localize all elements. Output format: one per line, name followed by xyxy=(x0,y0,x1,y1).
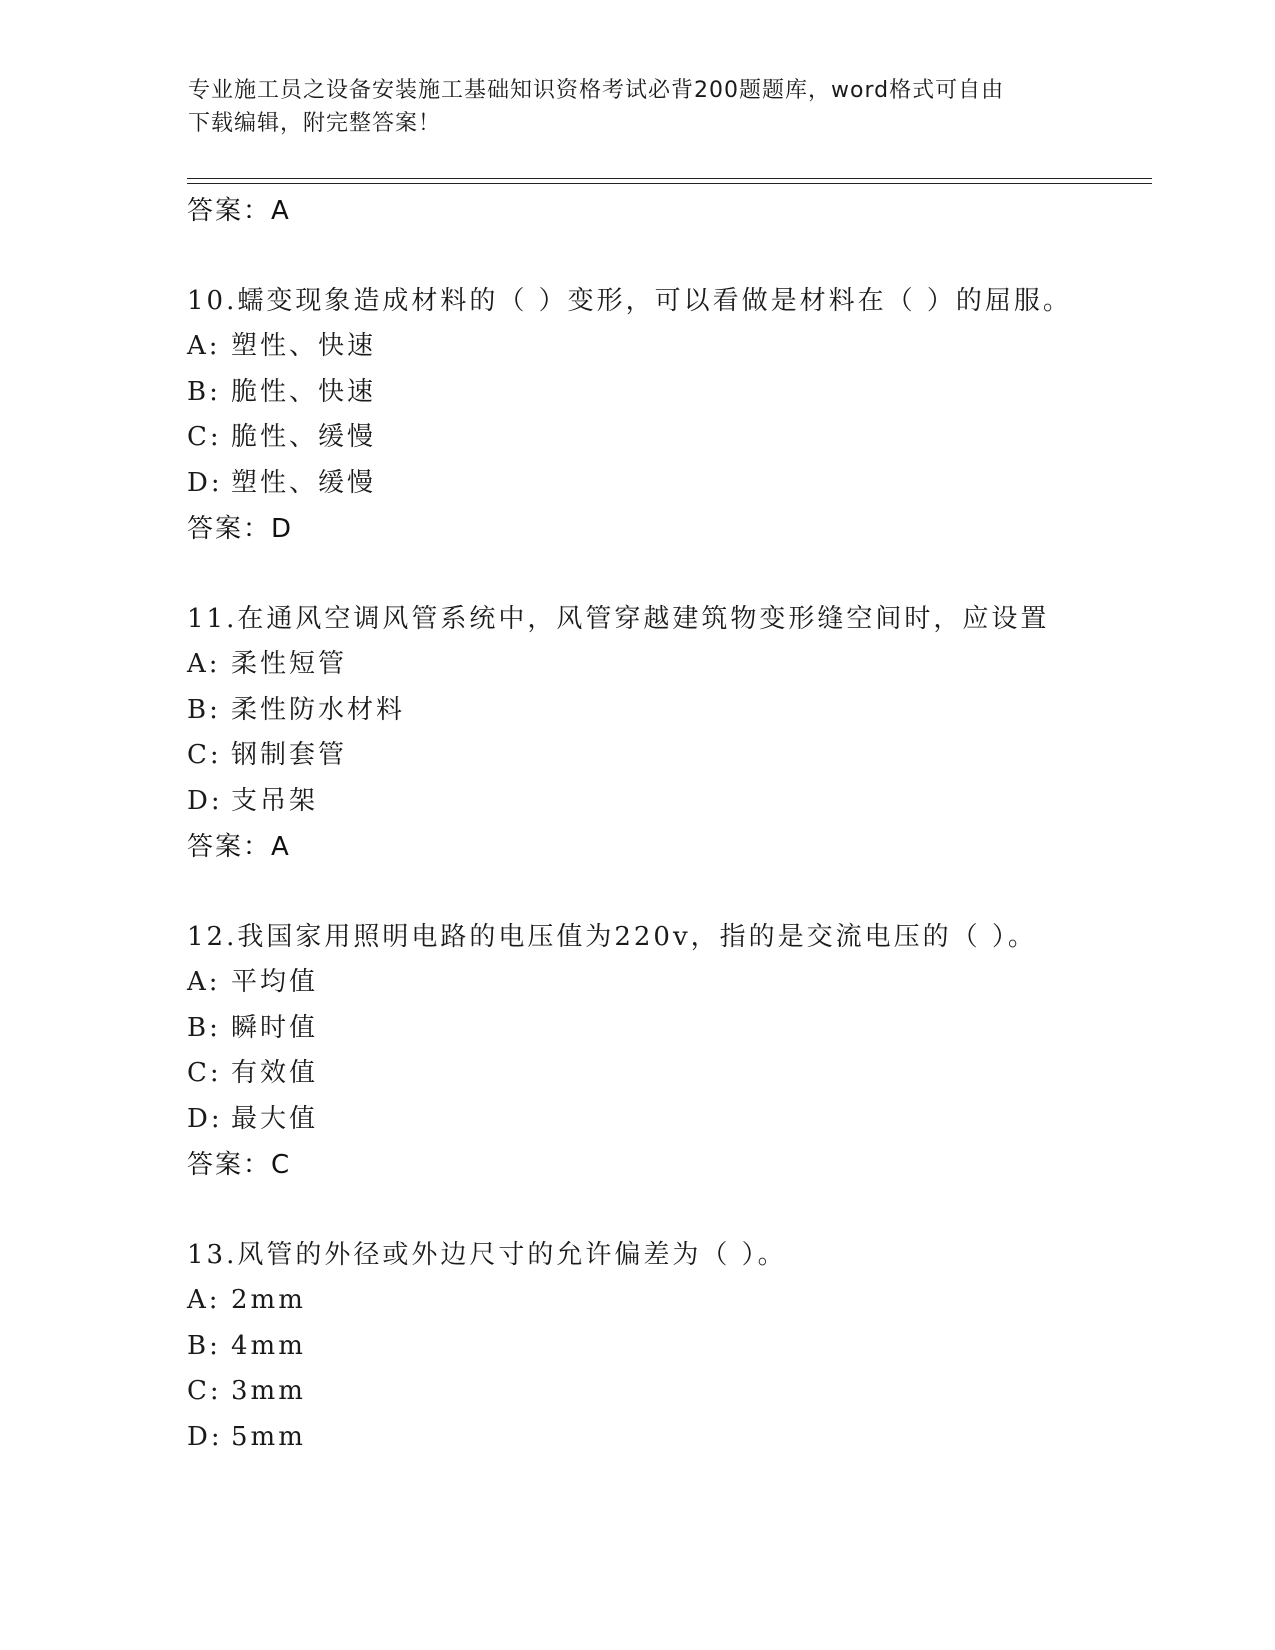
option-text: 2mm xyxy=(231,1285,306,1315)
question-12 xyxy=(187,914,1152,1188)
question-text: 10.蠕变现象造成材料的（ ）变形，可以看做是材料在（ ）的屈服。 xyxy=(187,286,1072,316)
option-text: 塑性、缓慢 xyxy=(231,467,377,498)
option-b xyxy=(187,688,1152,734)
question-13 xyxy=(187,1232,1152,1460)
question-text: 11.在通风空调风管系统中，风管穿越建筑物变形缝空间时，应设置 xyxy=(187,604,1050,634)
document-header xyxy=(188,74,1068,140)
option-a xyxy=(187,1278,1152,1324)
option-letter: C: xyxy=(187,422,222,452)
option-letter: A: xyxy=(187,967,221,997)
option-letter: B: xyxy=(187,1012,221,1043)
option-letter: C: xyxy=(187,1058,222,1088)
option-a xyxy=(187,642,1152,688)
option-text: 4mm xyxy=(231,1330,306,1361)
option-letter: A: xyxy=(187,649,221,679)
option-c xyxy=(187,1369,1152,1415)
option-a xyxy=(187,324,1152,370)
option-text: 最大值 xyxy=(231,1103,319,1134)
answer: 答案：C xyxy=(187,1150,292,1180)
header-line-2: 下载编辑，附完整答案！ xyxy=(188,111,442,136)
header-divider-bottom xyxy=(187,183,1152,184)
option-text: 塑性、快速 xyxy=(231,331,377,361)
option-letter: B: xyxy=(187,694,221,725)
option-c xyxy=(187,733,1152,779)
option-letter: D: xyxy=(187,1421,223,1452)
option-text: 平均值 xyxy=(231,967,319,997)
option-letter: B: xyxy=(187,376,221,407)
option-text: 脆性、缓慢 xyxy=(231,422,377,452)
option-b xyxy=(187,1006,1152,1052)
option-letter: C: xyxy=(187,740,222,770)
option-d xyxy=(187,779,1152,825)
option-letter: B: xyxy=(187,1330,221,1361)
option-d xyxy=(187,1097,1152,1143)
option-c xyxy=(187,415,1152,461)
question-text: 12.我国家用照明电路的电压值为220v，指的是交流电压的（ ）。 xyxy=(187,922,1037,952)
question-text: 13.风管的外径或外边尺寸的允许偏差为（ ）。 xyxy=(187,1240,787,1270)
answer: 答案：A xyxy=(187,832,291,862)
option-d xyxy=(187,1415,1152,1461)
option-b xyxy=(187,1324,1152,1370)
option-text: 脆性、快速 xyxy=(231,376,377,407)
option-text: 瞬时值 xyxy=(231,1012,319,1043)
option-letter: A: xyxy=(187,331,221,361)
option-letter: D: xyxy=(187,785,223,816)
option-text: 钢制套管 xyxy=(231,740,348,770)
option-letter: D: xyxy=(187,467,223,498)
option-text: 有效值 xyxy=(231,1058,319,1088)
option-letter: A: xyxy=(187,1285,221,1315)
header-divider-top xyxy=(187,178,1152,179)
option-d xyxy=(187,461,1152,507)
questions-content xyxy=(187,188,1152,1460)
previous-answer: 答案：A xyxy=(187,196,291,226)
header-line-1: 专业施工员之设备安装施工基础知识资格考试必背200题题库，word格式可自由 xyxy=(188,78,1005,103)
option-text: 3mm xyxy=(231,1376,306,1406)
option-c xyxy=(187,1051,1152,1097)
option-text: 5mm xyxy=(231,1421,306,1452)
question-10 xyxy=(187,278,1152,552)
option-letter: C: xyxy=(187,1376,222,1406)
option-a xyxy=(187,960,1152,1006)
option-letter: D: xyxy=(187,1103,223,1134)
option-text: 柔性短管 xyxy=(231,649,348,679)
question-11 xyxy=(187,596,1152,870)
answer: 答案：D xyxy=(187,514,294,544)
option-b xyxy=(187,370,1152,416)
option-text: 柔性防水材料 xyxy=(231,694,406,725)
option-text: 支吊架 xyxy=(231,785,319,816)
